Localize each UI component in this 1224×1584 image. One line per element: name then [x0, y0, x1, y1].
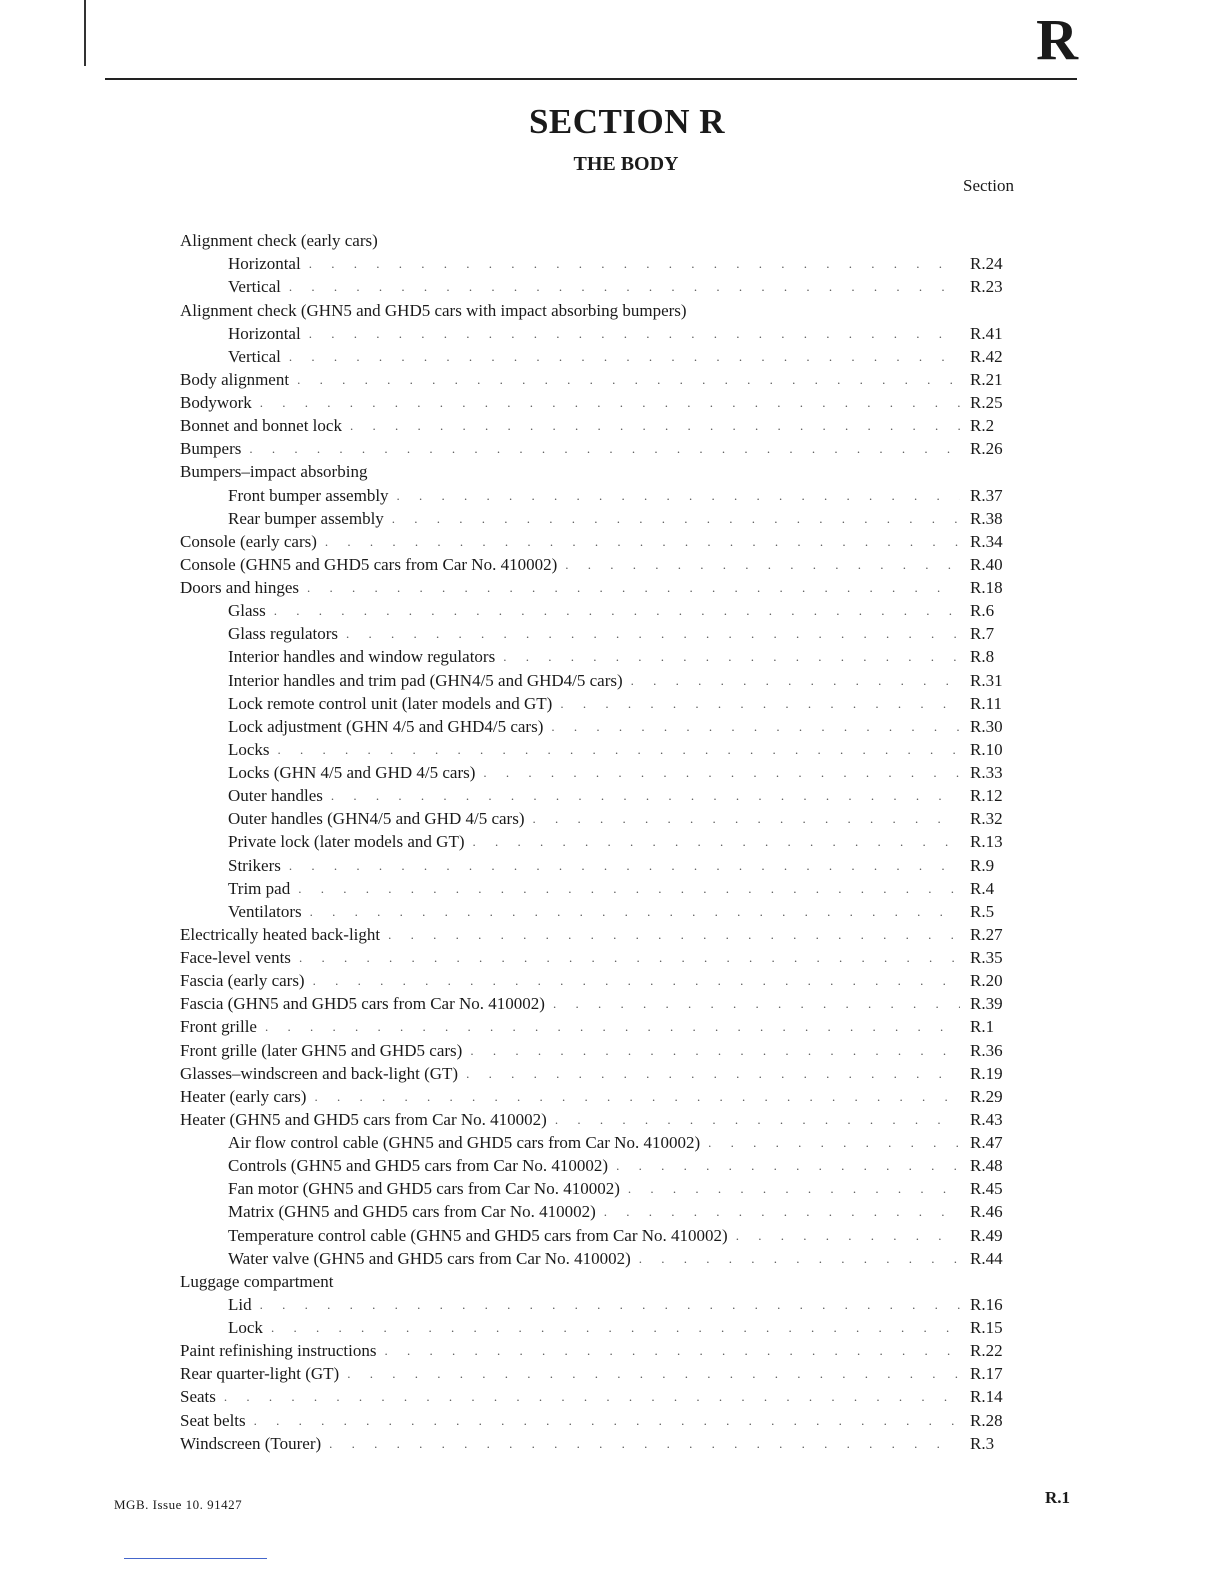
dot-leader [470, 1041, 960, 1061]
toc-entry [180, 968, 1040, 991]
toc-entry [180, 945, 1040, 968]
toc-entry-ref: R.20 [970, 971, 1003, 991]
dot-leader [397, 486, 960, 506]
toc-entry [180, 1153, 1040, 1176]
toc-entry [180, 506, 1040, 529]
toc-entry [180, 1246, 1040, 1269]
toc-entry-ref: R.25 [970, 393, 1003, 412]
toc-entry-ref: R.47 [970, 1133, 1003, 1152]
dot-leader [555, 1110, 960, 1130]
toc-entry-ref: R.11 [970, 693, 1002, 713]
toc-entry-ref: R.19 [970, 1063, 1003, 1083]
dot-leader [254, 1411, 960, 1431]
toc-entry-label: Bumpers [180, 439, 242, 459]
toc-entry-label: Controls (GHN5 and GHD5 cars from Car No. 410002) [228, 1156, 609, 1176]
toc-entry [180, 251, 1040, 274]
toc-entry-label: Interior handles and trim pad (GHN4/5 and GHD4/5 cars) [228, 670, 623, 690]
dot-leader [483, 763, 960, 783]
toc-entry-ref: R.46 [970, 1202, 1003, 1222]
toc-entry-label: Interior handles and window regulators [228, 647, 496, 667]
dot-leader [249, 439, 960, 459]
toc-entry-ref: R.30 [970, 716, 1003, 736]
toc-entry-label: Horizontal [228, 254, 301, 274]
toc-entry [180, 1014, 1040, 1037]
toc-entry [180, 1315, 1040, 1338]
dot-leader [503, 647, 960, 667]
dot-leader [260, 1295, 960, 1315]
toc-entry-label: Vertical [228, 277, 281, 297]
toc-entry-label: Rear quarter-light (GT) [180, 1364, 340, 1384]
dot-leader [639, 1249, 960, 1269]
toc-entry [180, 667, 1040, 690]
toc-entry-ref: R.2 [970, 416, 995, 436]
toc-entry-ref: R.14 [970, 1387, 1003, 1407]
dot-leader [265, 1017, 960, 1037]
toc-entry-label: Glass regulators [228, 624, 339, 644]
toc-entry [180, 991, 1040, 1014]
dot-leader [298, 879, 960, 899]
toc-group-heading [180, 228, 1040, 251]
toc-entry [180, 783, 1040, 806]
dot-leader [631, 671, 960, 691]
toc-entry-label: Front bumper assembly [228, 485, 389, 505]
toc-entry [180, 1176, 1040, 1199]
dot-leader [392, 509, 960, 529]
toc-entry [180, 367, 1040, 390]
toc-entry [180, 1130, 1040, 1153]
toc-entry-ref: R.35 [970, 948, 1003, 967]
toc-entry-label: Bumpers–impact absorbing [180, 462, 368, 482]
toc-entry [180, 344, 1040, 367]
toc-entry-ref: R.33 [970, 763, 1003, 782]
toc-entry-ref: R.38 [970, 508, 1003, 528]
toc-entry-label: Matrix (GHN5 and GHD5 cars from Car No. 410002) [228, 1202, 596, 1222]
toc-entry [180, 1061, 1040, 1084]
toc-entry [180, 806, 1040, 829]
toc-entry-ref: R.16 [970, 1294, 1003, 1314]
toc-entry-label: Locks (GHN 4/5 and GHD 4/5 cars) [228, 763, 476, 782]
toc-entry [180, 760, 1040, 783]
toc-entry-label: Trim pad [228, 878, 291, 898]
toc-entry-ref: R.34 [970, 531, 1003, 551]
toc-entry-label: Paint refinishing instructions [180, 1341, 377, 1361]
dot-leader [736, 1226, 960, 1246]
toc-entry-label: Front grille [180, 1017, 257, 1037]
toc-entry-label: Console (early cars) [180, 531, 317, 551]
toc-entry [180, 1361, 1040, 1384]
dot-leader [331, 786, 960, 806]
toc-entry [180, 644, 1040, 667]
toc-entry-label: Windscreen (Tourer) [180, 1433, 322, 1453]
toc-entry-ref: R.1 [970, 1017, 995, 1037]
toc-entry-label: Lock remote control unit (later models and GT) [228, 693, 553, 713]
toc-entry-ref: R.29 [970, 1086, 1003, 1106]
toc-group-heading [180, 459, 1040, 482]
toc-entry-ref: R.5 [970, 901, 995, 921]
section-subtitle: THE BODY [573, 153, 679, 175]
toc-entry-ref: R.4 [970, 878, 995, 898]
toc-entry [180, 714, 1040, 737]
toc-entry-label: Glasses–windscreen and back-light (GT) [180, 1063, 459, 1083]
dot-leader [289, 347, 960, 367]
dot-leader [347, 1364, 960, 1384]
toc-entry-label: Alignment check (early cars) [180, 231, 378, 251]
toc-entry-ref: R.12 [970, 786, 1003, 806]
toc-entry-label: Outer handles [228, 786, 323, 806]
toc-entry-ref: R.31 [970, 670, 1003, 690]
toc-entry-label: Seats [180, 1387, 216, 1407]
toc-entry-label: Body alignment [180, 369, 290, 389]
toc-entry [180, 876, 1040, 899]
toc-entry-label: Front grille (later GHN5 and GHD5 cars) [180, 1040, 463, 1060]
toc-entry-ref: R.42 [970, 346, 1003, 366]
dot-leader [289, 277, 960, 297]
dot-leader [346, 624, 960, 644]
toc-entry-label: Lid [228, 1294, 252, 1314]
toc-entry-ref: R.10 [970, 739, 1003, 759]
toc-entry-label: Luggage compartment [180, 1271, 334, 1291]
toc-entry-label: Alignment check (GHN5 and GHD5 cars with impact absorbing bumpers) [180, 300, 687, 320]
toc-entry [180, 1384, 1040, 1407]
toc-entry [180, 413, 1040, 436]
dot-leader [473, 832, 960, 852]
dot-leader [388, 925, 960, 945]
toc-entry-label: Bodywork [180, 393, 252, 412]
toc-entry-ref: R.44 [970, 1248, 1003, 1268]
toc-entry-ref: R.18 [970, 578, 1003, 597]
toc-entry [180, 1407, 1040, 1430]
dot-leader [299, 948, 960, 968]
toc-entry [180, 1222, 1040, 1245]
toc-entry-ref: R.22 [970, 1341, 1003, 1361]
toc-entry [180, 1338, 1040, 1361]
toc-entry-ref: R.15 [970, 1318, 1003, 1337]
dot-leader [532, 809, 960, 829]
dot-leader [708, 1133, 960, 1153]
toc-entry [180, 390, 1040, 413]
toc-entry [180, 529, 1040, 552]
dot-leader [325, 532, 960, 552]
toc-entry-ref: R.9 [970, 855, 995, 875]
toc-entry-label: Water valve (GHN5 and GHD5 cars from Car No. 410002) [228, 1248, 631, 1268]
toc-entry-label: Ventilators [228, 901, 302, 921]
section-title: SECTION R [528, 102, 726, 141]
toc-entry [180, 829, 1040, 852]
dot-leader [628, 1179, 960, 1199]
toc-entry-label: Doors and hinges [180, 578, 299, 597]
toc-entry-label: Private lock (later models and GT) [228, 832, 465, 852]
toc-entry-ref: R.45 [970, 1179, 1003, 1199]
toc-entry-label: Face-level vents [180, 948, 291, 967]
toc-entry [180, 552, 1040, 575]
dot-leader [310, 902, 960, 922]
toc-entry-label: Rear bumper assembly [228, 508, 384, 528]
toc-entry [180, 1084, 1040, 1107]
margin-mark [84, 0, 86, 66]
toc-entry-label: Lock [228, 1318, 263, 1337]
toc-entry [180, 1292, 1040, 1315]
toc-entry-ref: R.36 [970, 1040, 1003, 1060]
toc-entry [180, 852, 1040, 875]
toc-entry-ref: R.48 [970, 1156, 1003, 1176]
toc-entry-ref: R.23 [970, 277, 1003, 297]
toc-entry-ref: R.6 [970, 601, 995, 621]
toc-entry-label: Console (GHN5 and GHD5 cars from Car No. 410002) [180, 554, 558, 574]
toc-entry [180, 598, 1040, 621]
footer-page-number: R.1 [1044, 1488, 1070, 1507]
toc-group-heading [180, 1269, 1040, 1292]
toc-entry-ref: R.39 [970, 994, 1003, 1014]
dot-leader [329, 1434, 960, 1454]
dot-leader [224, 1387, 960, 1407]
toc-entry-label: Strikers [228, 855, 281, 875]
toc-entry-label: Vertical [228, 346, 281, 366]
dot-leader [309, 324, 960, 344]
toc-entry-ref: R.40 [970, 554, 1003, 574]
dot-leader [289, 856, 960, 876]
toc-entry-ref: R.49 [970, 1225, 1003, 1245]
toc-entry [180, 1431, 1040, 1454]
toc-entry [180, 1107, 1040, 1130]
toc-entry-label: Temperature control cable (GHN5 and GHD5 cars from Car No. 410002) [228, 1225, 728, 1245]
toc-group-heading [180, 297, 1040, 320]
dot-leader [309, 254, 960, 274]
toc-entry-label: Seat belts [180, 1410, 246, 1430]
toc-entry-ref: R.41 [970, 323, 1003, 343]
dot-leader [307, 578, 960, 598]
toc-entry-ref: R.21 [970, 369, 1003, 389]
dot-leader [604, 1202, 960, 1222]
toc-entry-ref: R.24 [970, 254, 1003, 274]
toc-entry-ref: R.7 [970, 624, 995, 644]
toc-entry [180, 899, 1040, 922]
toc-entry [180, 274, 1040, 297]
toc-entry-ref: R.32 [970, 809, 1003, 829]
dot-leader [260, 393, 960, 413]
dot-leader [278, 740, 960, 760]
toc-entry-label: Heater (early cars) [180, 1086, 307, 1106]
toc-entry [180, 575, 1040, 598]
toc-entry-label: Fan motor (GHN5 and GHD5 cars from Car No. 410002) [228, 1179, 620, 1199]
table-of-contents [180, 228, 1040, 1454]
dot-leader [565, 555, 960, 575]
toc-entry-ref: R.37 [970, 485, 1003, 505]
toc-entry-ref: R.13 [970, 832, 1003, 852]
toc-entry [180, 922, 1040, 945]
toc-entry [180, 691, 1040, 714]
toc-entry [180, 737, 1040, 760]
toc-entry-label: Locks [228, 739, 270, 759]
toc-entry-label: Bonnet and bonnet lock [180, 416, 342, 436]
toc-entry [180, 1037, 1040, 1060]
toc-entry [180, 321, 1040, 344]
dot-leader [313, 971, 960, 991]
dot-leader [384, 1341, 960, 1361]
dot-leader [551, 717, 960, 737]
toc-entry-label: Air flow control cable (GHN5 and GHD5 cars from Car No. 410002) [228, 1133, 701, 1152]
section-column-heading: Section [963, 176, 1014, 195]
toc-entry-label: Fascia (early cars) [180, 971, 305, 991]
toc-entry-label: Outer handles (GHN4/5 and GHD 4/5 cars) [228, 809, 525, 829]
dot-leader [616, 1156, 960, 1176]
toc-entry-ref: R.43 [970, 1109, 1003, 1129]
dot-leader [466, 1064, 960, 1084]
toc-entry-ref: R.27 [970, 924, 1003, 944]
footer-issue: MGB. Issue 10. 91427 [114, 1497, 243, 1512]
bottom-rule [124, 1558, 267, 1559]
section-tab-letter: R [1036, 7, 1076, 72]
toc-entry-ref: R.8 [970, 647, 995, 667]
toc-entry-label: Glass [228, 601, 266, 621]
toc-entry-label: Horizontal [228, 323, 301, 343]
toc-entry-ref: R.28 [970, 1410, 1003, 1430]
dot-leader [314, 1087, 960, 1107]
toc-entry [180, 436, 1040, 459]
header-rule [105, 78, 1077, 80]
toc-entry [180, 482, 1040, 505]
dot-leader [350, 416, 960, 436]
toc-entry [180, 621, 1040, 644]
toc-entry [180, 1199, 1040, 1222]
toc-entry-ref: R.17 [970, 1364, 1003, 1384]
toc-entry-ref: R.26 [970, 439, 1003, 459]
dot-leader [560, 694, 960, 714]
dot-leader [297, 370, 960, 390]
dot-leader [271, 1318, 960, 1338]
toc-entry-ref: R.3 [970, 1433, 995, 1453]
toc-entry-label: Heater (GHN5 and GHD5 cars from Car No. 410002) [180, 1109, 547, 1129]
toc-entry-label: Fascia (GHN5 and GHD5 cars from Car No. 410002) [180, 994, 545, 1014]
dot-leader [274, 601, 960, 621]
dot-leader [553, 994, 960, 1014]
toc-entry-label: Electrically heated back-light [180, 924, 381, 944]
toc-entry-label: Lock adjustment (GHN 4/5 and GHD4/5 cars) [228, 716, 544, 736]
